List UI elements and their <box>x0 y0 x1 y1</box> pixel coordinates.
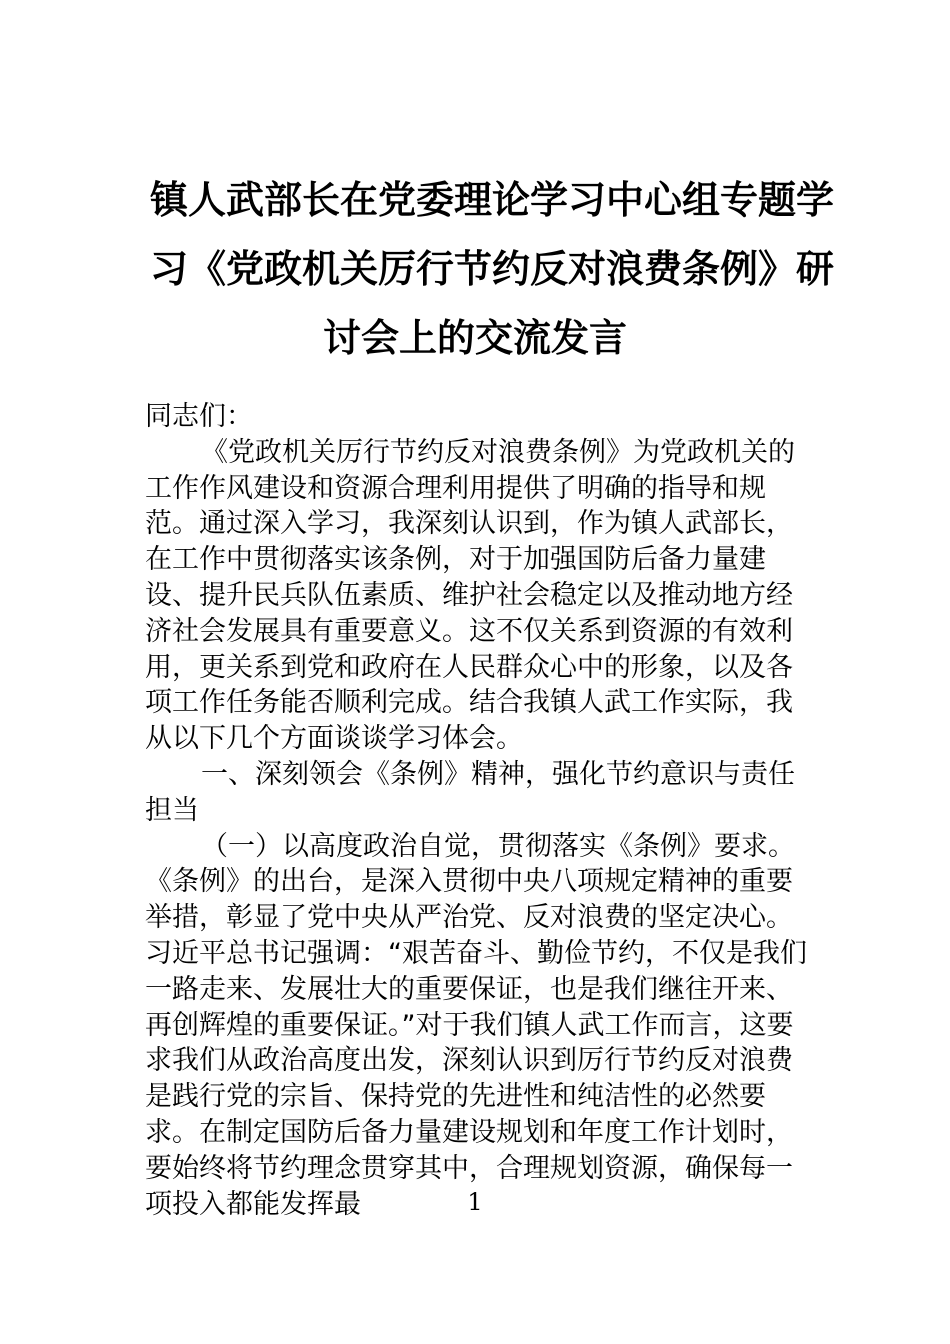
section-heading-1: 一、深刻领会《条例》精神，强化节约意识与责任担当 <box>145 758 795 826</box>
title-line-1: 镇人武部长在党委理论学习中心组专题学 <box>150 178 835 222</box>
title-line-2: 习《党政机关厉行节约反对浪费条例》研 <box>150 247 835 291</box>
page-number: 1 <box>467 1188 483 1216</box>
subsection-paragraph-1: （一）以高度政治自觉，贯彻落实《条例》要求。《条例》的出台，是深入贯彻中央八项规定精神的重要举措，彰显了党中央从严治党、反对浪费的坚定决心。习近平总书记强调：“艰苦奋斗、勤俭节约，不仅是我们一路走来、发展壮大的重要保证，也是我们继往开来、再创辉煌的重要保证。”对于我们镇人武工作而言，这要求我们从政治高度出发，深刻认识到厉行节约反对浪费是践行党的宗旨、保持党的先进性和纯洁性的必然要求。在制定国防后备力量建设规划和年度工作计划时，要始终将节约理念贯穿其中，合理规划资源，确保每一项投入都能发挥最 <box>145 830 807 1220</box>
intro-paragraph: 《党政机关厉行节约反对浪费条例》为党政机关的工作作风建设和资源合理利用提供了明确的指导和规范。通过深入学习，我深刻认识到，作为镇人武部长，在工作中贯彻落实该条例，对于加强国防后备力量建设、提升民兵队伍素质、维护社会稳定以及推动地方经济社会发展具有重要意义。这不仅关系到资源的有效利用，更关系到党和政府在人民群众心中的形象，以及各项工作任务能否顺利完成。结合我镇人武工作实际，我从以下几个方面谈谈学习体会。 <box>145 436 795 755</box>
title-line-3: 讨会上的交流发言 <box>322 316 627 360</box>
document-body <box>145 399 811 1222</box>
salutation: 同志们： <box>145 401 253 432</box>
document-title <box>150 166 835 373</box>
